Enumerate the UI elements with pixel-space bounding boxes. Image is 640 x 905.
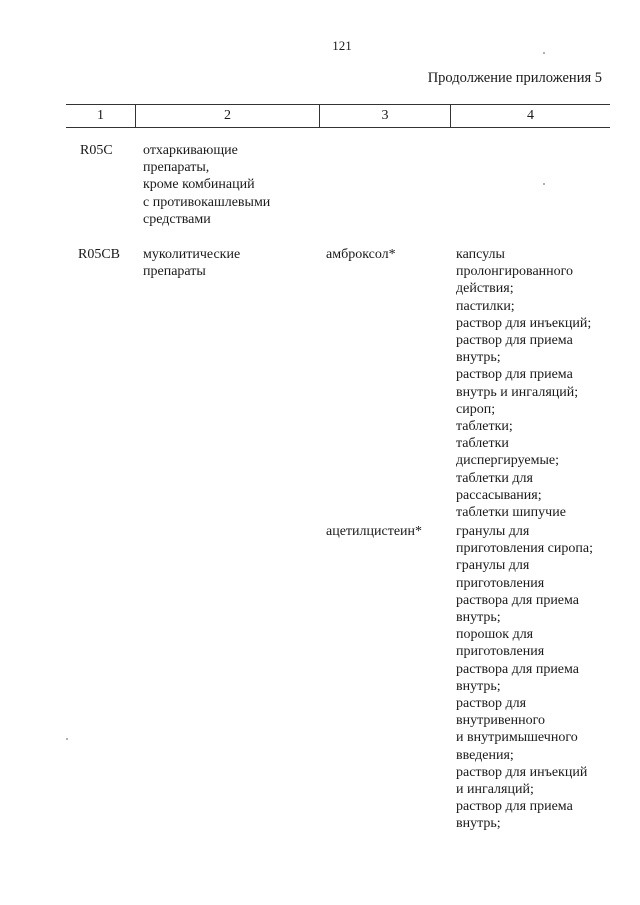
- dosage-form-line: внутрь;: [456, 610, 501, 626]
- dosage-form-line: внутрь;: [456, 678, 501, 694]
- dosage-form-line: внутрь;: [456, 816, 501, 832]
- dosage-form-line: таблетки: [456, 436, 509, 452]
- dosage-form-line: порошок для: [456, 627, 534, 643]
- dosage-form-line: и внутримышечного: [456, 730, 578, 746]
- dosage-form-line: раствор для приема: [456, 799, 573, 815]
- group-line: кроме комбинаций: [143, 177, 255, 193]
- dosage-form-line: внутривенного: [456, 713, 546, 729]
- atc-group-name: [143, 142, 313, 228]
- substance-name: ацетилцистеин*: [326, 524, 423, 539]
- dosage-forms: [456, 246, 626, 521]
- dosage-form-line: раствор для инъекций: [456, 764, 588, 780]
- group-line: с противокашлевыми: [143, 194, 271, 210]
- table-header-row: [66, 104, 610, 128]
- scan-speck: [66, 738, 68, 740]
- dosage-form-line: рассасывания;: [456, 487, 542, 503]
- dosage-form-line: капсулы: [456, 247, 505, 262]
- dosage-form-line: приготовления: [456, 575, 545, 591]
- dosage-form-line: таблетки;: [456, 419, 513, 435]
- atc-code: R05CB: [78, 247, 121, 262]
- dosage-form-line: раствор для: [456, 696, 527, 712]
- dosage-form-line: пастилки;: [456, 298, 515, 314]
- dosage-form-line: раствора для приема: [456, 661, 579, 677]
- dosage-form-line: сироп;: [456, 401, 496, 417]
- header-col-2: 2: [136, 105, 320, 127]
- group-line: препараты: [143, 264, 206, 280]
- dosage-form-line: таблетки для: [456, 470, 533, 486]
- dosage-form-line: внутрь и ингаляций;: [456, 384, 579, 400]
- dosage-form-line: раствора для приема: [456, 592, 579, 608]
- dosage-form-line: гранулы для: [456, 558, 530, 574]
- group-line: отхаркивающие: [143, 143, 238, 158]
- header-col-1: 1: [66, 105, 136, 127]
- scan-speck: [543, 52, 545, 54]
- dosage-form-line: раствор для приема: [456, 333, 573, 349]
- header-col-4: 4: [527, 108, 534, 123]
- atc-group-name: [143, 246, 313, 280]
- substance-name: амброксол*: [326, 247, 396, 262]
- scan-speck: [543, 183, 545, 185]
- header-col-3: 3: [320, 105, 451, 127]
- dosage-form-line: введения;: [456, 747, 514, 763]
- dosage-form-line: приготовления: [456, 644, 545, 660]
- dosage-form-line: приготовления сиропа;: [456, 541, 593, 557]
- dosage-form-line: раствор для приема: [456, 367, 573, 383]
- page-number: 121: [332, 38, 352, 53]
- group-line: средствами: [143, 211, 211, 227]
- dosage-form-line: диспергируемые;: [456, 453, 559, 469]
- dosage-form-line: раствор для инъекций;: [456, 315, 592, 331]
- continuation-label: Продолжение приложения 5: [427, 70, 602, 86]
- atc-code: R05C: [80, 143, 113, 158]
- dosage-form-line: гранулы для: [456, 524, 530, 539]
- dosage-form-line: таблетки шипучие: [456, 505, 566, 521]
- dosage-forms: [456, 523, 626, 833]
- dosage-form-line: внутрь;: [456, 350, 501, 366]
- group-line: муколитические: [143, 247, 241, 262]
- dosage-form-line: пролонгированного: [456, 264, 574, 280]
- dosage-form-line: действия;: [456, 281, 514, 297]
- dosage-form-line: и ингаляций;: [456, 782, 534, 798]
- group-line: препараты,: [143, 160, 210, 176]
